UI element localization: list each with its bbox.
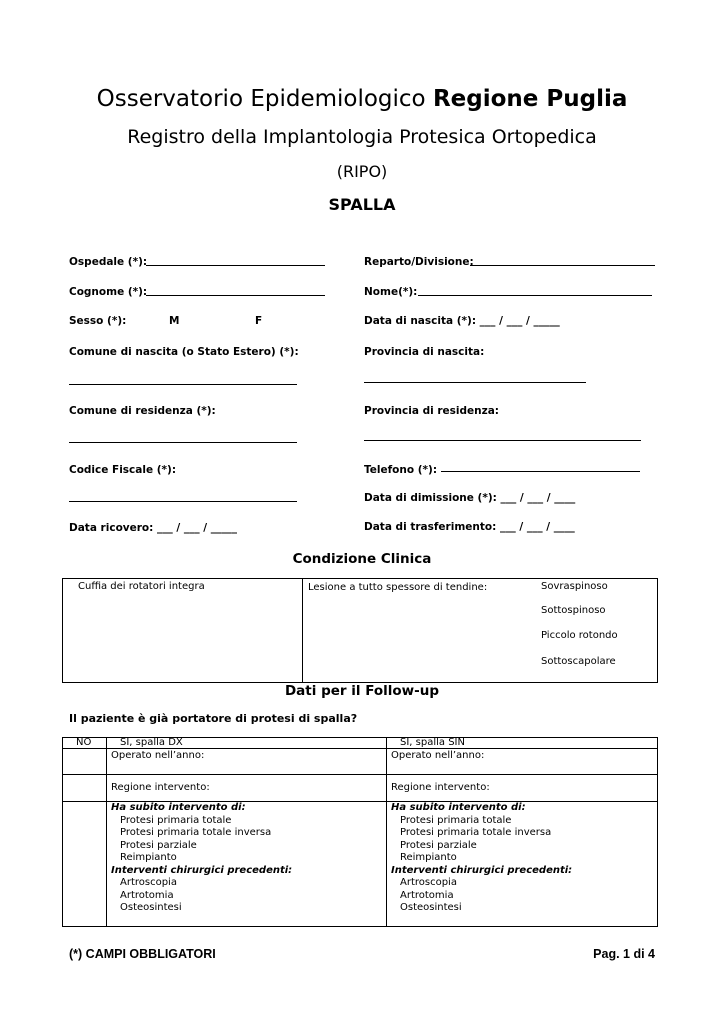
no-option[interactable]: NO [76,737,92,748]
data-trasferimento-field[interactable]: Data di trasferimento: ___ / ___ / ____ [364,521,575,533]
codice-fiscale-label: Codice Fiscale (*): [69,464,177,476]
provincia-nascita-field[interactable] [364,382,586,383]
dx-precedenti-label: Interventi chirurgici precedenti: [111,865,293,876]
dx-intervento-option[interactable]: Protesi primaria totale inversa [120,827,272,838]
sin-intervento-option[interactable]: Protesi primaria totale [400,815,512,826]
comune-nascita-label: Comune di nascita (o Stato Estero) (*): [69,346,299,358]
cuffia-integra-option[interactable]: Cuffia dei rotatori integra [78,581,205,592]
sin-ha-subito-label: Ha subito intervento di: [391,802,526,813]
tendine-sottoscapolare[interactable]: Sottoscapolare [541,656,616,667]
dx-chirurgico-option[interactable]: Artrotomia [120,890,174,901]
sin-intervento-option[interactable]: Protesi primaria totale inversa [400,827,552,838]
row-divider [62,774,658,775]
dx-regione-field[interactable]: Regione intervento: [111,782,210,793]
sin-chirurgico-option[interactable]: Artroscopia [400,877,457,888]
codice-fiscale-field[interactable] [69,501,297,502]
page-title [0,86,724,112]
dx-chirurgico-option[interactable]: Artroscopia [120,877,177,888]
tendine-sottospinoso[interactable]: Sottospinoso [541,605,606,616]
cognome-label: Cognome (*): [69,286,148,298]
dx-intervento-option[interactable]: Protesi parziale [120,840,197,851]
followup-title: Dati per il Follow-up [284,683,440,699]
telefono-field[interactable] [441,471,640,472]
provincia-nascita-label: Provincia di nascita: [364,346,485,358]
si-dx-option[interactable]: SI, spalla DX [120,737,183,748]
nome-field[interactable] [418,295,652,296]
dx-intervento-option[interactable]: Reimpianto [120,852,177,863]
reparto-label: Reparto/Divisione: [364,256,474,268]
tendine-sovraspinoso[interactable]: Sovraspinoso [541,581,608,592]
sesso-f-option[interactable]: F [255,315,263,327]
sesso-label: Sesso (*): [69,315,127,327]
data-dimissione-field[interactable]: Data di dimissione (*): ___ / ___ / ____ [364,492,576,504]
sin-chirurgico-option[interactable]: Artrotomia [400,890,454,901]
telefono-label: Telefono (*): [364,464,438,476]
sin-chirurgico-option[interactable]: Osteosintesi [400,902,462,913]
dx-ha-subito-label: Ha subito intervento di: [111,802,246,813]
sin-intervento-option[interactable]: Reimpianto [400,852,457,863]
tendine-piccolo-rotondo[interactable]: Piccolo rotondo [541,630,618,641]
comune-residenza-label: Comune di residenza (*): [69,405,216,417]
no-divider [106,737,107,748]
dx-chirurgico-option[interactable]: Osteosintesi [120,902,182,913]
sin-operato-field[interactable]: Operato nell’anno: [391,750,485,761]
data-ricovero-field[interactable]: Data ricovero: ___ / ___ / _____ [69,522,238,534]
condizione-divider [302,578,303,683]
title-bold: Regione Puglia [432,86,628,112]
sesso-m-option[interactable]: M [169,315,180,327]
condizione-clinica-title: Condizione Clinica [292,551,432,567]
dx-intervento-option[interactable]: Protesi primaria totale [120,815,232,826]
ospedale-field[interactable] [146,265,325,266]
nome-label: Nome(*): [364,286,418,298]
sin-precedenti-label: Interventi chirurgici precedenti: [391,865,573,876]
comune-residenza-field[interactable] [69,442,297,443]
cognome-field[interactable] [146,295,325,296]
sin-regione-field[interactable]: Regione intervento: [391,782,490,793]
ospedale-label: Ospedale (*): [69,256,148,268]
data-nascita-field[interactable]: Data di nascita (*): ___ / ___ / _____ [364,315,560,327]
si-sin-option[interactable]: SI, spalla SIN [400,737,465,748]
dx-operato-field[interactable]: Operato nell’anno: [111,750,205,761]
page-subtitle: Registro della Implantologia Protesica Ortopedica [127,126,597,148]
section-title: SPALLA [328,195,396,214]
page-number: Pag. 1 di 4 [593,947,655,961]
reparto-field[interactable] [470,265,655,266]
comune-nascita-field[interactable] [69,384,297,385]
lesione-label: Lesione a tutto spessore di tendine: [308,582,488,593]
provincia-residenza-label: Provincia di residenza: [364,405,499,417]
followup-question: Il paziente è già portatore di protesi di spalla? [69,712,358,725]
title-normal: Osservatorio Epidemiologico [96,86,426,112]
mid-col-divider [386,737,387,927]
provincia-residenza-field[interactable] [364,440,641,441]
sin-intervento-option[interactable]: Protesi parziale [400,840,477,851]
footer-required-note: (*) CAMPI OBBLIGATORI [69,947,216,961]
row-divider [62,748,658,749]
acronym: (RIPO) [336,162,388,181]
